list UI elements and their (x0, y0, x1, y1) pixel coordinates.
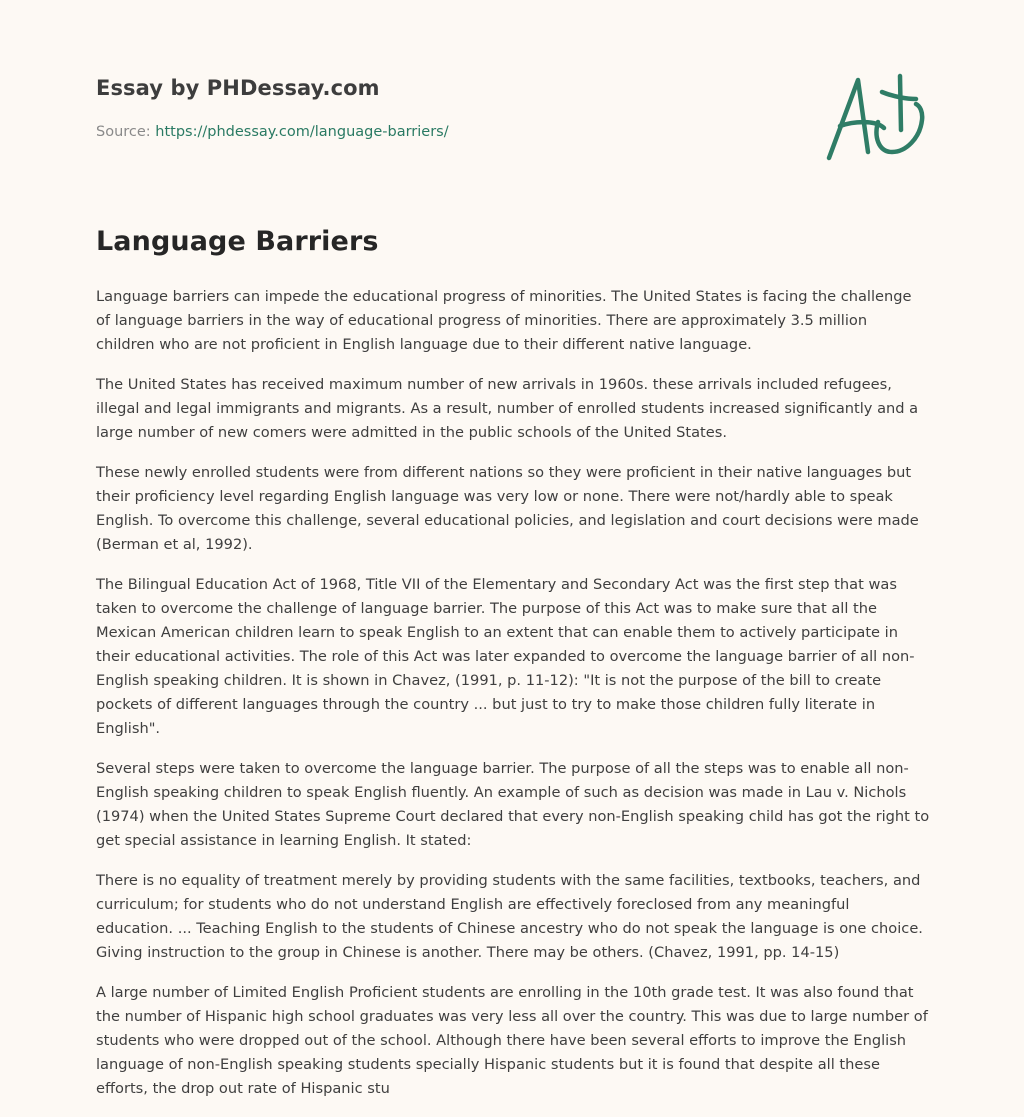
source-label: Source: (96, 124, 156, 140)
a-plus-logo-icon (824, 66, 928, 166)
essay-body (96, 285, 930, 1117)
essay-paragraph: The United States has received maximum number of new arrivals in 1960s. these arrivals included refugees, illegal and legal immigrants and migrants. As a result, number of enrolled students increased significantly and a large number of new comers were admitted in the public schools of the United States. (96, 376, 919, 441)
site-brand: Essay by PHDessay.com (96, 76, 380, 100)
essay-paragraph: The Bilingual Education Act of 1968, Title VII of the Elementary and Secondary Act was the first step that was taken to overcome the challenge of language barrier. The purpose of this Act was to make sure that all the Mexican American children learn to speak English to an extent that can enable them to actively participate in their educational activities. The role of this Act was later expanded to overcome the language barrier of all non-English speaking children. It is shown in Chavez, (1991, p. 11-12): "It is not the purpose of the bill to create pockets of different languages through the country ... but just to try to make those children fully literate in English". (96, 576, 915, 737)
source-line (96, 124, 449, 140)
essay-paragraph: There is no equality of treatment merely by providing students with the same facilities, textbooks, teachers, and curriculum; for students who do not understand English are effectively foreclosed from any meaningful education. ... Teaching English to the students of Chinese ancestry who do not speak the language is one choice. Giving instruction to the group in Chinese is another. There may be others. (Chavez, 1991, pp. 14-15) (96, 872, 923, 961)
essay-paragraph: Several steps were taken to overcome the language barrier. The purpose of all the steps was to enable all non-English speaking children to speak English fluently. An example of such as decision was made in Lau v. Nichols (1974) when the United States Supreme Court declared that every non-English speaking child has got the right to get special assistance in learning English. It stated: (96, 760, 930, 849)
essay-paragraph: These newly enrolled students were from different nations so they were proficient in their native languages but their proficiency level regarding English language was very low or none. There were not/hardly able to speak English. To overcome this challenge, several educational policies, and legislation and court decisions were made (Berman et al, 1992). (96, 464, 919, 553)
essay-paragraph: A large number of Limited English Proficient students are enrolling in the 10th grade test. It was also found that the number of Hispanic high school graduates was very less all over the country. This was due to large number of students who were dropped out of the school. Although there have been several efforts to improve the English language of non-English speaking students specially Hispanic students but it is found that despite all these efforts, the drop out rate of Hispanic stu (96, 984, 928, 1097)
essay-title: Language Barriers (96, 226, 379, 257)
essay-paragraph: Language barriers can impede the educational progress of minorities. The United States is facing the challenge of language barriers in the way of educational progress of minorities. There are approximately 3.5 million children who are not proficient in English language due to their different native language. (96, 288, 912, 353)
source-link[interactable]: https://phdessay.com/language-barriers/ (155, 124, 449, 140)
